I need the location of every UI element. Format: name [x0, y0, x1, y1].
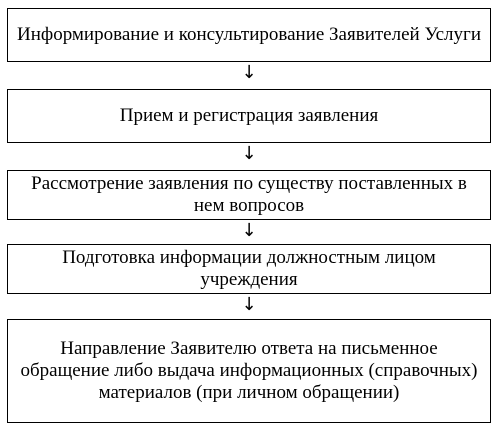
step-label: Направление Заявителю ответа на письменное обращение либо выдача информационных (справочных) материалов (при личном обращении)	[20, 338, 478, 403]
step-prepare-information	[7, 244, 491, 294]
step-label: Подготовка информации должностным лицом учреждения	[62, 247, 436, 290]
step-receipt-registration	[7, 89, 491, 143]
step-label: Информирование и консультирование Заявителей Услуги	[17, 24, 481, 45]
step-send-response	[7, 319, 491, 423]
down-arrow-icon: ↓	[241, 294, 257, 315]
down-arrow-icon: ↓	[241, 220, 257, 241]
step-review-application	[7, 170, 491, 220]
step-informing-consulting	[7, 8, 491, 62]
down-arrow-icon: ↓	[241, 143, 257, 164]
down-arrow-icon: ↓	[241, 62, 257, 83]
step-label: Рассмотрение заявления по существу поставленных в нем вопросов	[31, 173, 467, 216]
step-label: Прием и регистрация заявления	[119, 105, 379, 126]
